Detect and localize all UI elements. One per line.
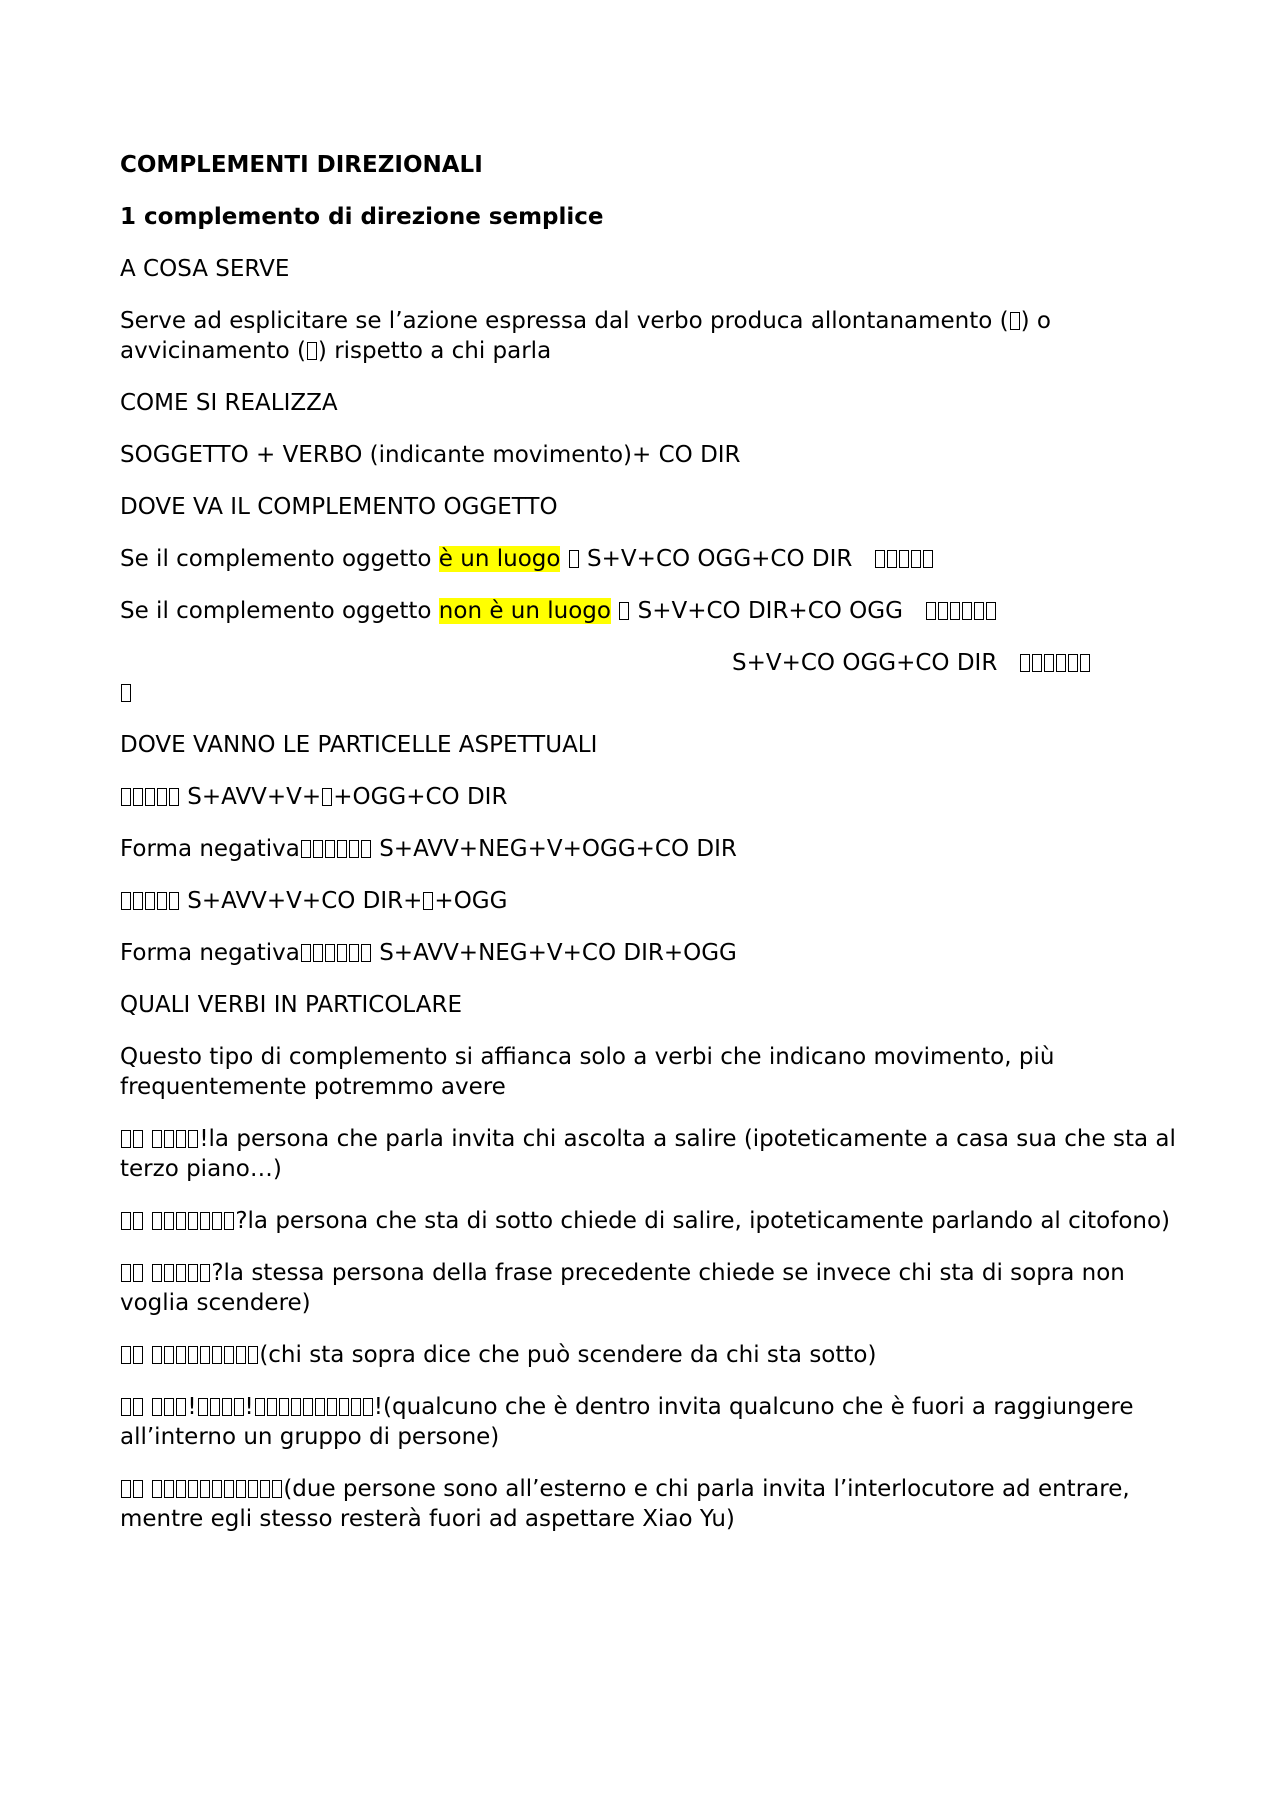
particelle-line-4: Forma negativa S+AVV+NEG+V+CO DIR+OGG [120, 940, 737, 966]
missing-glyph-icon [188, 1212, 198, 1230]
missing-glyph-icon [313, 840, 323, 858]
missing-glyph-icon [224, 1212, 234, 1230]
section-subheading: 1 complemento di direzione semplice [120, 204, 604, 230]
missing-glyph-icon [224, 1480, 234, 1498]
missing-glyph-icon [325, 840, 335, 858]
missing-glyph-icon [272, 1480, 282, 1498]
verbi-intro: Questo tipo di complemento si affianca solo a verbi che indicano movimento, più frequentemente potremmo avere [120, 1044, 1055, 1100]
missing-glyph-icon [164, 1346, 174, 1364]
missing-glyph-icon [303, 1398, 313, 1416]
section-label-a-cosa-serve: A COSA SERVE [120, 256, 290, 282]
section-label-verbi: QUALI VERBI IN PARTICOLARE [120, 992, 463, 1018]
missing-glyph-icon [164, 1212, 174, 1230]
missing-glyph-icon [133, 788, 143, 806]
missing-glyph-icon [325, 944, 335, 962]
missing-glyph-icon [133, 1264, 143, 1282]
missing-glyph-icon [279, 1398, 289, 1416]
missing-glyph-icon [152, 1480, 162, 1498]
missing-glyph-icon [986, 602, 996, 620]
section-label-particelle: DOVE VANNO LE PARTICELLE ASPETTUALI [120, 732, 598, 758]
missing-glyph-icon [301, 944, 311, 962]
rule-luogo: Se il complemento oggetto è un luogo S+V+CO OGG+CO DIR [120, 544, 1180, 574]
missing-glyph-icon [145, 788, 155, 806]
rule-alternative-wrap [120, 678, 1180, 708]
missing-glyph-icon [121, 1264, 131, 1282]
missing-glyph-icon [926, 602, 936, 620]
missing-glyph-icon [121, 788, 131, 806]
missing-glyph-icon [1010, 312, 1020, 330]
missing-glyph-icon [133, 1212, 143, 1230]
highlight-luogo: è un luogo [438, 546, 561, 572]
missing-glyph-icon [1080, 654, 1090, 672]
missing-glyph-icon [962, 602, 972, 620]
missing-glyph-icon [152, 1264, 162, 1282]
missing-glyph-icon [248, 1480, 258, 1498]
example-4: (chi sta sopra dice che può scendere da chi sta sotto) [120, 1340, 1180, 1370]
rule-non-luogo: Se il complemento oggetto non è un luogo S+V+CO DIR+CO OGG [120, 596, 1180, 626]
missing-glyph-icon [157, 892, 167, 910]
missing-glyph-icon [363, 1398, 373, 1416]
missing-glyph-icon [152, 1346, 162, 1364]
missing-glyph-icon [337, 944, 347, 962]
example-5: ! ! !(qualcuno che è dentro invita qualcuno che è fuori a raggiungere all’interno un gruppo di persone) [120, 1394, 1134, 1450]
missing-glyph-icon [313, 944, 323, 962]
missing-glyph-icon [1032, 654, 1042, 672]
missing-glyph-icon [236, 1346, 246, 1364]
missing-glyph-icon [152, 1130, 162, 1148]
example-6: (due persone sono all’esterno e chi parla invita l’interlocutore ad entrare, mentre egli stesso resterà fuori ad aspettare Xiao Yu) [120, 1476, 1130, 1532]
missing-glyph-icon [212, 1212, 222, 1230]
missing-glyph-icon [133, 892, 143, 910]
missing-glyph-icon [351, 1398, 361, 1416]
missing-glyph-icon [152, 1212, 162, 1230]
section-label-come-si-realizza: COME SI REALIZZA [120, 390, 338, 416]
missing-glyph-icon [152, 1398, 162, 1416]
missing-glyph-icon [157, 788, 167, 806]
missing-glyph-icon [121, 1346, 131, 1364]
missing-glyph-icon [200, 1212, 210, 1230]
missing-glyph-icon [133, 1346, 143, 1364]
missing-glyph-icon [950, 602, 960, 620]
missing-glyph-icon [248, 1346, 258, 1364]
missing-glyph-icon [121, 1130, 131, 1148]
missing-glyph-icon [121, 684, 131, 702]
missing-glyph-icon [176, 1398, 186, 1416]
particelle-line-1: S+AVV+V+ +OGG+CO DIR [120, 782, 1180, 812]
missing-glyph-icon [198, 1398, 208, 1416]
missing-glyph-icon [200, 1264, 210, 1282]
missing-glyph-icon [315, 1398, 325, 1416]
missing-glyph-icon [121, 1398, 131, 1416]
missing-glyph-icon [212, 1480, 222, 1498]
missing-glyph-icon [200, 1480, 210, 1498]
missing-glyph-icon [188, 1264, 198, 1282]
missing-glyph-icon [176, 1130, 186, 1148]
highlight-non-luogo: non è un luogo [438, 598, 611, 624]
missing-glyph-icon [307, 342, 317, 360]
missing-glyph-icon [133, 1398, 143, 1416]
missing-glyph-icon [1044, 654, 1054, 672]
missing-glyph-icon [164, 1480, 174, 1498]
missing-glyph-icon [301, 840, 311, 858]
document-page [120, 150, 1180, 1556]
missing-glyph-icon [875, 550, 885, 568]
missing-glyph-icon [145, 892, 155, 910]
missing-glyph-icon [224, 1346, 234, 1364]
missing-glyph-icon [234, 1398, 244, 1416]
missing-glyph-icon [210, 1398, 220, 1416]
missing-glyph-icon [337, 840, 347, 858]
formula-line: SOGGETTO + VERBO (indicante movimento)+ CO DIR [120, 442, 741, 468]
missing-glyph-icon [176, 1264, 186, 1282]
paragraph-serve: Serve ad esplicitare se l’azione espressa dal verbo produca allontanamento ( ) o avvicinamento ( ) rispetto a chi parla [120, 308, 1051, 364]
particelle-line-2: Forma negativa S+AVV+NEG+V+OGG+CO DIR [120, 836, 737, 862]
missing-glyph-icon [188, 1480, 198, 1498]
missing-glyph-icon [200, 1346, 210, 1364]
missing-glyph-icon [1068, 654, 1078, 672]
missing-glyph-icon [911, 550, 921, 568]
missing-glyph-icon [619, 602, 629, 620]
missing-glyph-icon [267, 1398, 277, 1416]
missing-glyph-icon [339, 1398, 349, 1416]
missing-glyph-icon [260, 1480, 270, 1498]
missing-glyph-icon [1056, 654, 1066, 672]
missing-glyph-icon [169, 892, 179, 910]
missing-glyph-icon [176, 1212, 186, 1230]
missing-glyph-icon [188, 1346, 198, 1364]
missing-glyph-icon [361, 840, 371, 858]
missing-glyph-icon [164, 1130, 174, 1148]
section-label-dove-va: DOVE VA IL COMPLEMENTO OGGETTO [120, 494, 558, 520]
missing-glyph-icon [121, 1480, 131, 1498]
missing-glyph-icon [887, 550, 897, 568]
missing-glyph-icon [291, 1398, 301, 1416]
missing-glyph-icon [255, 1398, 265, 1416]
missing-glyph-icon [169, 788, 179, 806]
missing-glyph-icon [121, 1212, 131, 1230]
missing-glyph-icon [133, 1130, 143, 1148]
example-2: ?la persona che sta di sotto chiede di salire, ipoteticamente parlando al citofono) [120, 1206, 1180, 1236]
missing-glyph-icon [423, 892, 433, 910]
missing-glyph-icon [923, 550, 933, 568]
missing-glyph-icon [349, 944, 359, 962]
document-heading: COMPLEMENTI DIREZIONALI [120, 152, 483, 178]
example-3: ?la stessa persona della frase precedente chiede se invece chi sta di sopra non voglia scendere) [120, 1260, 1125, 1316]
missing-glyph-icon [121, 892, 131, 910]
example-1: !la persona che parla invita chi ascolta a salire (ipoteticamente a casa sua che sta al terzo piano…) [120, 1126, 1176, 1182]
missing-glyph-icon [164, 1264, 174, 1282]
missing-glyph-icon [188, 1130, 198, 1148]
missing-glyph-icon [212, 1346, 222, 1364]
missing-glyph-icon [164, 1398, 174, 1416]
missing-glyph-icon [222, 1398, 232, 1416]
missing-glyph-icon [349, 840, 359, 858]
missing-glyph-icon [322, 788, 332, 806]
missing-glyph-icon [899, 550, 909, 568]
particelle-line-3: S+AVV+V+CO DIR+ +OGG [120, 886, 1180, 916]
missing-glyph-icon [1020, 654, 1030, 672]
rule-alternative: S+V+CO OGG+CO DIR [120, 648, 1180, 678]
missing-glyph-icon [176, 1346, 186, 1364]
missing-glyph-icon [176, 1480, 186, 1498]
missing-glyph-icon [236, 1480, 246, 1498]
missing-glyph-icon [974, 602, 984, 620]
missing-glyph-icon [361, 944, 371, 962]
missing-glyph-icon [569, 550, 579, 568]
missing-glyph-icon [133, 1480, 143, 1498]
missing-glyph-icon [938, 602, 948, 620]
missing-glyph-icon [327, 1398, 337, 1416]
